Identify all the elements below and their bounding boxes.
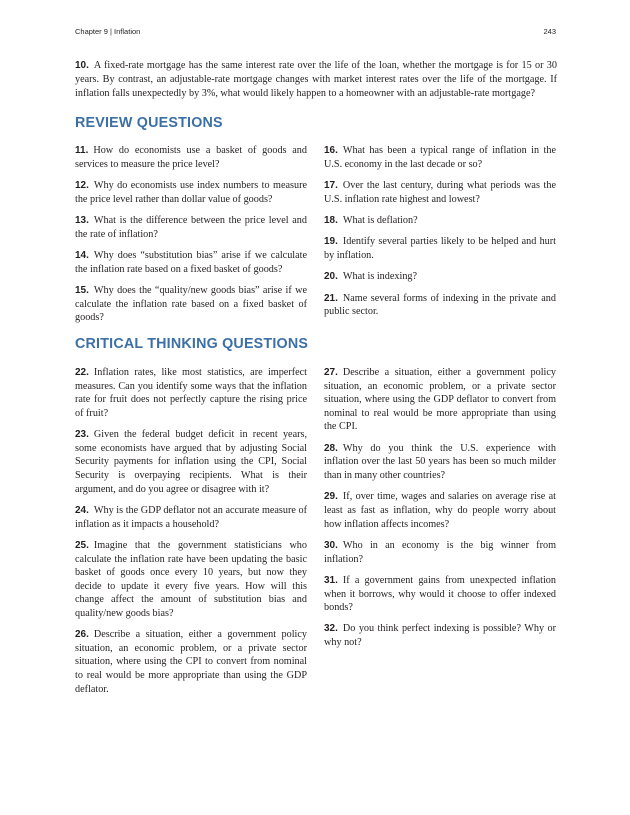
review-questions-left-column (75, 144, 307, 333)
question-number: 26. (75, 629, 89, 641)
question-22 (75, 366, 307, 420)
question-number: 16. (324, 145, 338, 156)
question-text: Why do economists use index numbers to measure the price level rather than dollar value of goods? (75, 179, 307, 205)
page-header (75, 27, 556, 39)
question-25 (75, 539, 307, 621)
question-text: Over the last century, during what periods was the U.S. inflation rate highest and lowest? (324, 179, 556, 205)
question-12 (75, 179, 307, 206)
question-text: A fixed-rate mortgage has the same interest rate over the life of the loan, whether the mortgage is for 15 or 30 years. By contrast, an adjustable-rate mortgage changes with market interest rates over the life of the mortgage. If inflation falls unexpectedly by 3%, what would likely happen to a homeowner with an adjustable-rate mortgage? (75, 60, 557, 100)
question-number: 17. (324, 179, 338, 191)
question-15 (75, 284, 307, 325)
question-16 (324, 144, 556, 171)
question-text: What is indexing? (342, 271, 418, 283)
question-13 (75, 214, 307, 241)
question-number: 22. (75, 367, 89, 378)
question-text: What is the difference between the price level and the rate of inflation? (75, 214, 307, 240)
question-text: Why does “substitution bias” arise if we calculate the inflation rate based on a fixed basket of goods? (75, 249, 307, 275)
question-text: Given the federal budget deficit in recent years, some economists have argued that by adjusting Social Security payments for inflation using the CPI, Social Security is overpaying recipients. What is their argument, and do you agree or disagree with it? (75, 429, 307, 495)
question-text: What has been a typical range of inflation in the U.S. economy in the last decade or so? (324, 145, 556, 170)
question-31 (324, 574, 556, 615)
question-text: How do economists use a basket of goods and services to measure the price level? (75, 145, 307, 170)
page-number: 243 (543, 27, 556, 36)
question-number: 20. (324, 271, 338, 283)
question-21 (324, 292, 556, 319)
question-28 (324, 442, 556, 483)
question-number: 18. (324, 214, 338, 226)
question-text: Why do you think the U.S. experience with inflation over the last 50 years has been so much milder than in many other countries? (324, 442, 556, 481)
question-30 (324, 539, 556, 566)
critical-thinking-right-column (324, 366, 556, 657)
question-17 (324, 179, 556, 206)
question-text: Why does the “quality/new goods bias” arise if we calculate the inflation rate based on a fixed basket of goods? (75, 284, 307, 324)
question-number: 15. (75, 284, 89, 296)
question-10 (75, 59, 557, 101)
question-number: 31. (324, 574, 338, 586)
question-20 (324, 270, 556, 284)
question-14 (75, 249, 307, 276)
critical-thinking-heading: CRITICAL THINKING QUESTIONS (75, 336, 309, 352)
question-number: 25. (75, 539, 89, 551)
question-32 (324, 622, 556, 649)
question-text: What is deflation? (342, 214, 418, 226)
question-number: 28. (324, 442, 338, 454)
review-questions-right-column (324, 144, 556, 327)
question-text: Do you think perfect indexing is possible? Why or why not? (324, 623, 556, 649)
question-text: Describe a situation, either a government policy situation, an economic problem, or a private sector situation, where using the CPI to convert from nominal to real would be more appropriate than using the GDP deflator. (75, 629, 307, 695)
critical-thinking-left-column (75, 366, 307, 704)
question-29 (324, 490, 556, 531)
question-number: 29. (324, 491, 338, 503)
question-18 (324, 214, 556, 228)
question-27 (324, 366, 556, 434)
question-number: 30. (324, 539, 338, 551)
question-number: 14. (75, 249, 89, 261)
question-text: Name several forms of indexing in the private and public sector. (324, 292, 556, 318)
question-text: Inflation rates, like most statistics, are imperfect measures. Can you identify some ways that the inflation rate for fruit does not perfectly capture the rising price of fruit? (75, 367, 307, 419)
question-text: Who in an economy is the big winner from inflation? (324, 539, 556, 565)
question-number: 23. (75, 429, 89, 441)
question-26 (75, 628, 307, 696)
question-text: If a government gains from unexpected inflation when it borrows, why would it choose to offer indexed bonds? (324, 574, 556, 614)
question-text: Identify several parties likely to be helped and hurt by inflation. (324, 236, 556, 261)
question-text: Why is the GDP deflator not an accurate measure of inflation as it impacts a household? (75, 504, 307, 530)
question-text: Describe a situation, either a government policy situation, an economic problem, or a private sector situation, where using the GDP deflator to convert from nominal to real would be more appropriate than using the CPI. (324, 367, 556, 433)
question-text: Imagine that the government statisticians who calculate the inflation rate have been updating the basic basket of goods once every 10 years, but now they decide to update it every five years. How will this change affect the amount of substitution bias and quality/new goods bias? (75, 539, 307, 619)
question-23 (75, 428, 307, 496)
question-number: 19. (324, 236, 338, 248)
question-11 (75, 144, 307, 171)
question-number: 10. (75, 60, 89, 71)
question-number: 27. (324, 367, 338, 378)
question-number: 32. (324, 623, 338, 635)
question-number: 24. (75, 504, 89, 516)
question-number: 12. (75, 179, 89, 191)
chapter-label: Chapter 9 | Inflation (75, 27, 141, 36)
question-number: 21. (324, 292, 338, 304)
question-text: If, over time, wages and salaries on average rise at least as fast as inflation, why do people worry about how inflation affects incomes? (324, 491, 556, 530)
question-number: 11. (75, 145, 89, 156)
review-questions-heading: REVIEW QUESTIONS (75, 115, 223, 131)
question-24 (75, 504, 307, 531)
question-19 (324, 235, 556, 262)
question-number: 13. (75, 214, 89, 226)
